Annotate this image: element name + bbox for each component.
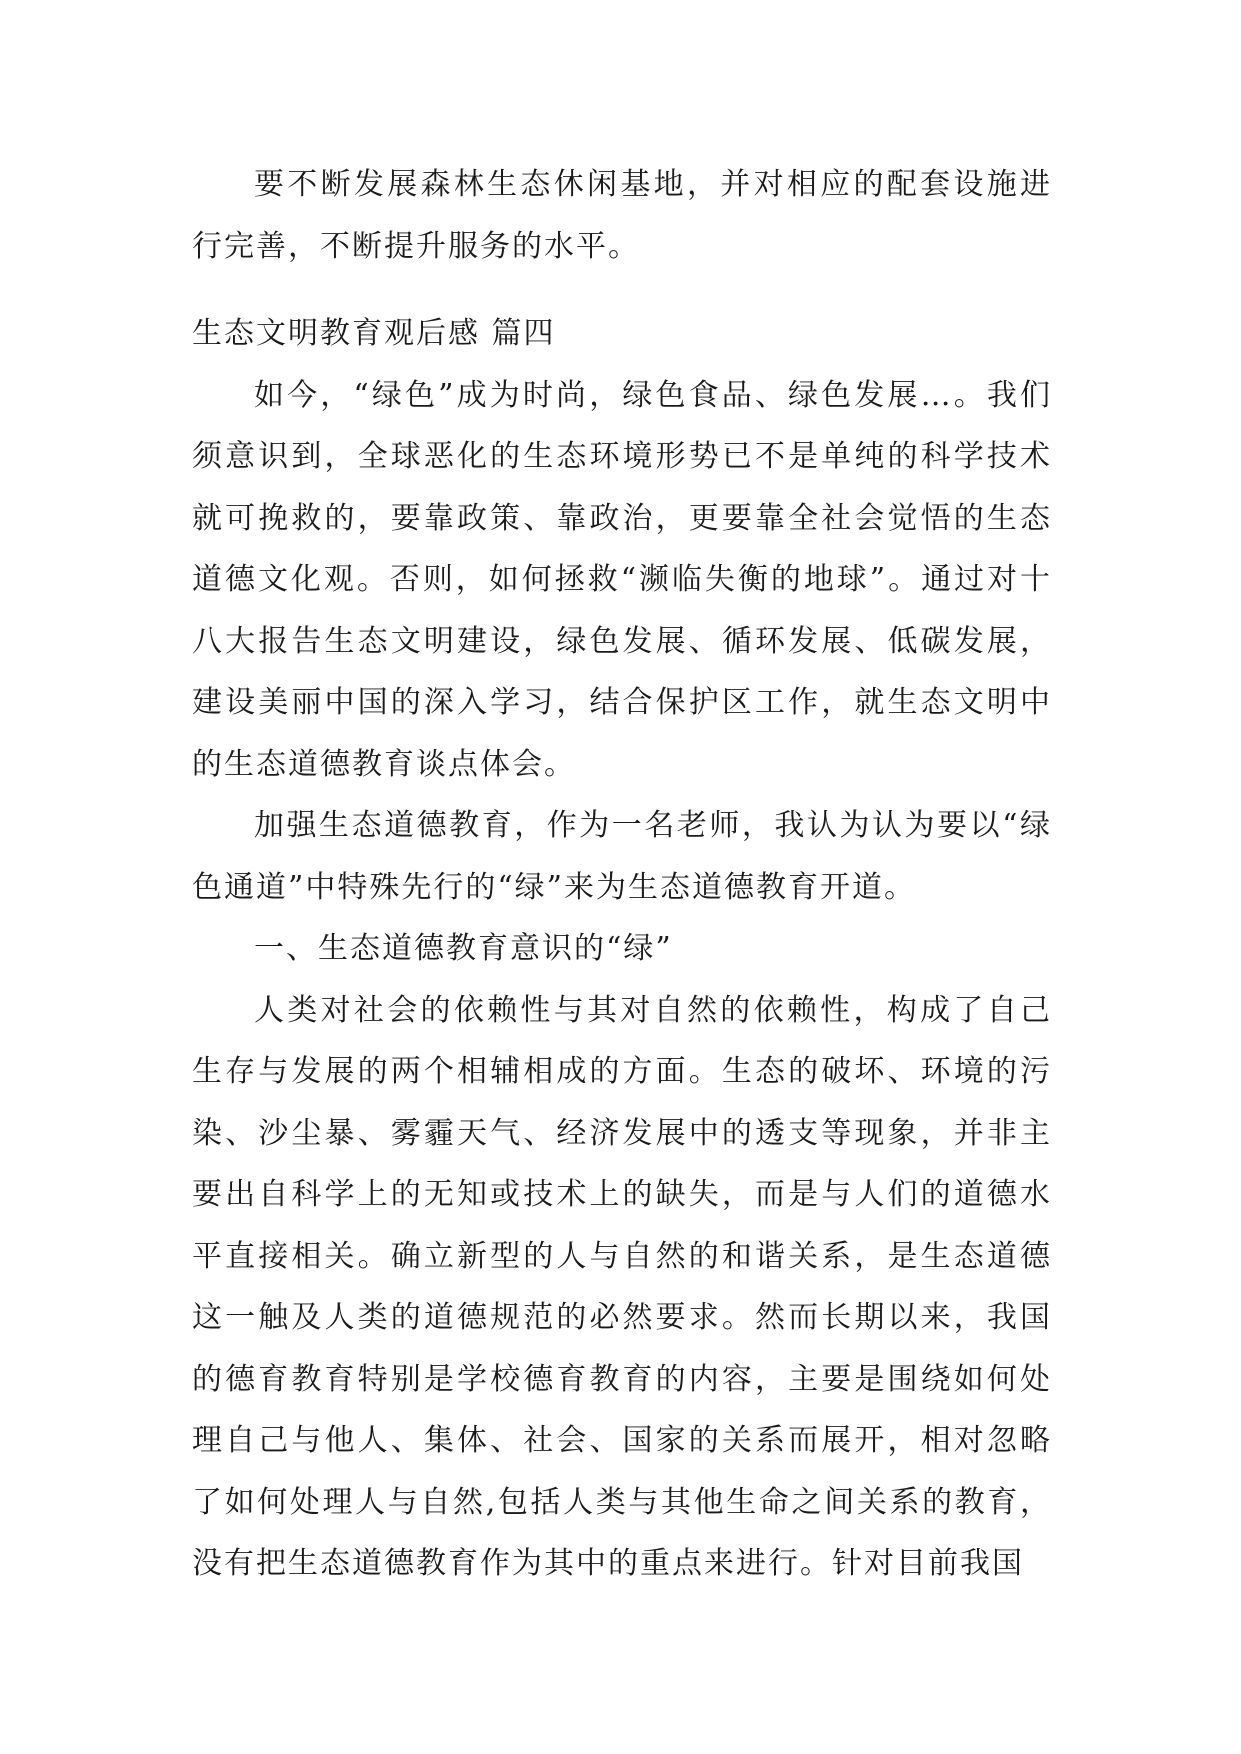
subheading: 一、生态道德教育意识的“绿”	[254, 931, 673, 966]
article-section	[192, 303, 1052, 1595]
paragraph: 人类对社会的依赖性与其对自然的依赖性，构成了自己生存与发展的两个相辅相成的方面。生态的破坏、环境的污染、沙尘暴、雾霾天气、经济发展中的透支等现象，并非主要出自科学上的无知或技术上的缺失，而是与人们的道德水平直接相关。确立新型的人与自然的和谐关系，是生态道德这一触及人类的道德规范的必然要求。然而长期以来，我国的德育教育特别是学校德育教育的内容，主要是围绕如何处理自己与他人、集体、社会、国家的关系而展开，相对忽略了如何处理人与自然,包括人类与其他生命之间关系的教育，没有把生态道德教育作为其中的重点来进行。针对目前我国	[192, 992, 1052, 1581]
paragraph: 如今，“绿色”成为时尚，绿色食品、绿色发展…。我们须意识到，全球恶化的生态环境形势已不是单纯的科学技术就可挽救的，要靠政策、靠政治，更要靠全社会觉悟的生态道德文化观。否则，如何拯救“濒临失衡的地球”。通过对十八大报告生态文明建设，绿色发展、循环发展、低碳发展，建设美丽中国的深入学习，结合保护区工作，就生态文明中的生态道德教育谈点体会。	[192, 377, 1052, 782]
section-title: 生态文明教育观后感 篇四	[192, 316, 556, 351]
intro-paragraph: 要不断发展森林生态休闲基地，并对相应的配套设施进行完善，不断提升服务的水平。	[192, 167, 1052, 264]
paragraph: 加强生态道德教育，作为一名老师，我认为认为要以“绿色通道”中特殊先行的“绿”来为生态道德教育开道。	[192, 808, 1052, 905]
intro-section	[192, 154, 1052, 277]
